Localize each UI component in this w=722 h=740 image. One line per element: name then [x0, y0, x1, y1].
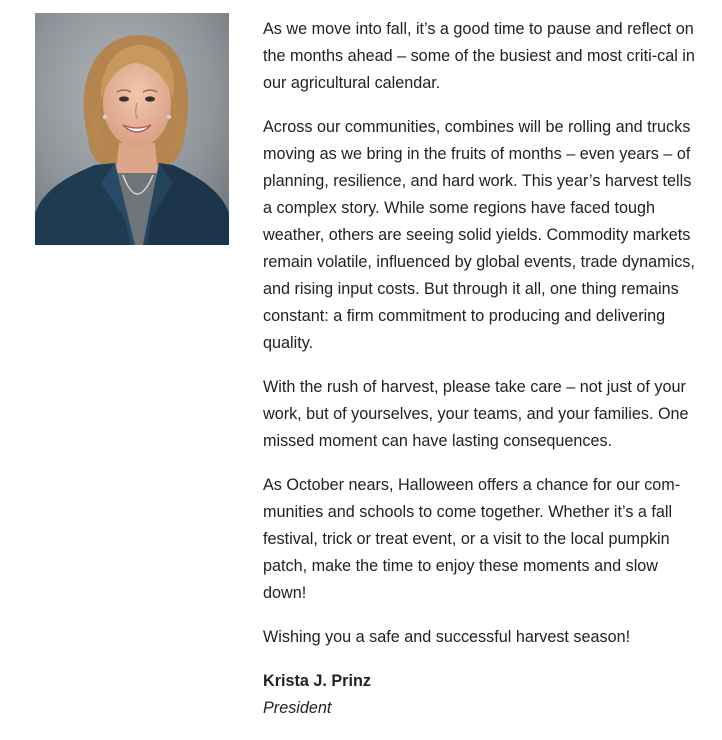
letter-paragraph: With the rush of harvest, please take care – not just of your work, but of yourselves, your teams, and your families. One missed moment can have lasting consequences.: [263, 378, 689, 450]
letter-paragraph: As October nears, Halloween offers a chance for our com-munities and schools to come together. Whether it’s a fall festival, trick or treat event, or a visit to the local pumpkin patch, make the time to enjoy these moments and slow down!: [263, 476, 681, 602]
signature-title: President: [263, 699, 332, 717]
letter-paragraph: Across our communities, combines will be rolling and trucks moving as we bring in the fruits of months – even years – of planning, resilience, and hard work. This year’s harvest tells a complex story. While some regions have faced tough weather, others are seeing solid yields. Commodity markets remain volatile, influenced by global events, trade dynamics, and rising input costs. But through it all, one thing remains constant: a firm commitment to producing and delivering quality.: [263, 118, 695, 352]
signature-block: [263, 668, 699, 722]
author-photo-image: [35, 13, 229, 245]
letter-paragraph: Wishing you a safe and successful harvest season!: [263, 628, 631, 646]
author-photo: [35, 13, 229, 245]
letter-paragraph: As we move into fall, it’s a good time to pause and reflect on the months ahead – some of the busiest and most criti-cal in our agricultural calendar.: [263, 20, 695, 92]
letter-body: [263, 16, 699, 722]
signature-name: Krista J. Prinz: [263, 672, 371, 690]
